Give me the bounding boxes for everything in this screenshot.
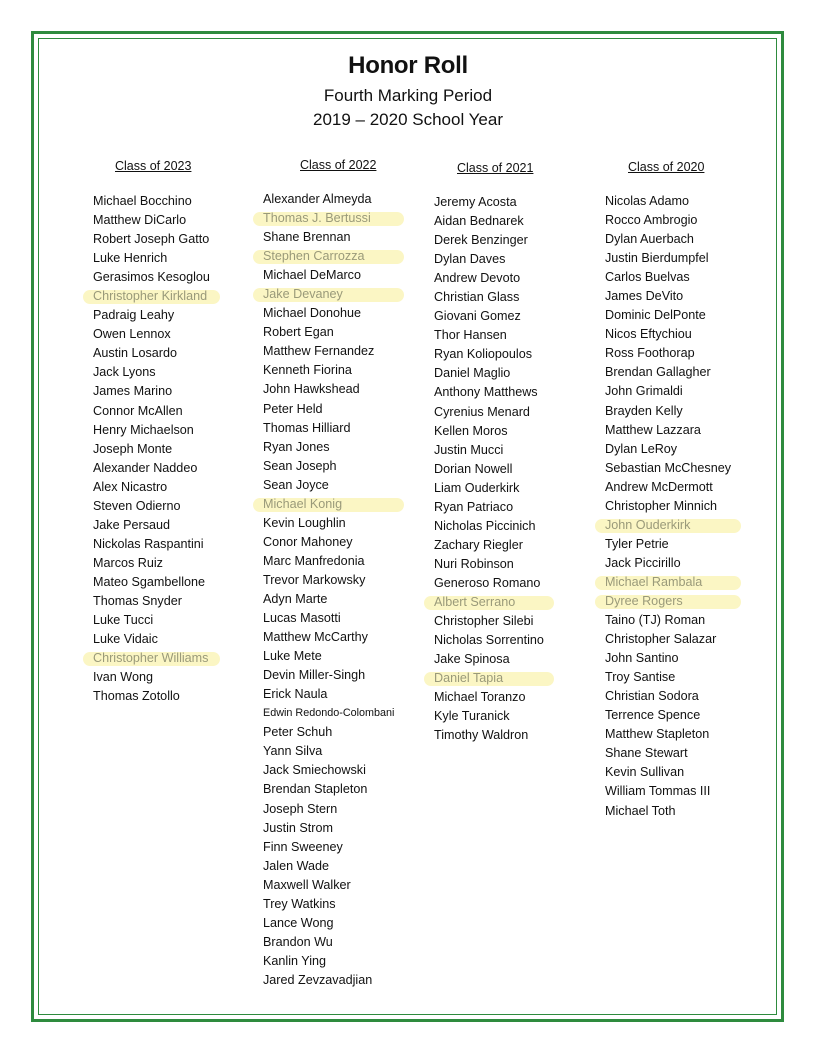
class-2020-heading: Class of 2020 — [628, 160, 705, 174]
student-name — [263, 571, 394, 590]
class-2021-list — [434, 193, 544, 745]
student-name — [263, 438, 394, 457]
student-name — [93, 535, 210, 554]
student-name-text: Carlos Buelvas — [605, 270, 690, 285]
marking-period: Fourth Marking Period — [323, 86, 493, 105]
student-name — [434, 669, 544, 688]
student-name-text: Kevin Sullivan — [605, 765, 685, 780]
student-name-text: Peter Schuh — [263, 725, 333, 740]
student-name-text: Alexander Almeyda — [263, 192, 372, 206]
student-name — [605, 287, 731, 306]
student-name-text: Christopher Minnich — [605, 498, 717, 513]
student-name — [93, 649, 210, 668]
student-name-text: Shane Brennan — [263, 230, 351, 245]
student-name-text: Brendan Gallagher — [605, 365, 711, 380]
student-name — [263, 819, 394, 838]
student-name — [263, 857, 394, 876]
student-name — [263, 228, 394, 247]
student-name — [605, 268, 731, 287]
student-name-text: John Ouderkirk — [605, 517, 691, 532]
student-name-text: Troy Santise — [605, 670, 676, 685]
student-name — [263, 742, 394, 761]
student-name-text: Cyrenius Menard — [434, 404, 530, 419]
student-name-text: Conor Mahoney — [263, 534, 353, 549]
student-name-text: Nickolas Raspantini — [93, 536, 204, 551]
student-name-text: Michael Rambala — [605, 574, 703, 589]
student-name-text: Terrence Spence — [605, 708, 701, 723]
student-name-text: Kellen Moros — [434, 423, 508, 438]
student-name-text: John Grimaldi — [605, 384, 683, 399]
student-name — [263, 761, 394, 780]
student-name — [93, 268, 210, 287]
student-name-text: Jeremy Acosta — [434, 195, 517, 209]
student-name-text: Alexander Naddeo — [93, 460, 198, 475]
student-name — [93, 325, 210, 344]
student-name-text: Giovani Gomez — [434, 309, 521, 324]
student-name — [434, 612, 544, 631]
student-name-text: Dorian Nowell — [434, 461, 513, 476]
student-name — [434, 460, 544, 479]
class-2020-list — [605, 192, 731, 821]
student-name-text: Thomas Zotollo — [93, 689, 180, 704]
student-name — [93, 687, 210, 706]
student-name — [93, 421, 210, 440]
student-name — [263, 895, 394, 914]
student-name — [605, 440, 731, 459]
student-name-text: Justin Strom — [263, 820, 333, 835]
student-name — [263, 266, 394, 285]
student-name — [434, 231, 544, 250]
student-name — [434, 403, 544, 422]
student-name — [263, 514, 394, 533]
student-name-text: Rocco Ambrogio — [605, 213, 698, 228]
student-name-text: Christopher Williams — [93, 651, 209, 666]
student-name — [93, 630, 210, 649]
student-name-text: Ryan Koliopoulos — [434, 347, 533, 362]
student-name-text: Matthew Stapleton — [605, 727, 710, 742]
student-name — [605, 325, 731, 344]
student-name — [434, 631, 544, 650]
student-name-text: Kanlin Ying — [263, 953, 327, 968]
student-name — [93, 478, 210, 497]
student-name — [605, 421, 731, 440]
student-name — [605, 211, 731, 230]
student-name — [434, 498, 544, 517]
student-name-text: Dylan LeRoy — [605, 441, 678, 456]
student-name — [93, 287, 210, 306]
student-name — [93, 363, 210, 382]
student-name — [93, 402, 210, 421]
student-name-text: Luke Henrich — [93, 251, 168, 266]
student-name — [605, 573, 731, 592]
student-name — [605, 306, 731, 325]
student-name — [263, 247, 394, 266]
student-name — [263, 476, 394, 495]
student-name-text: Michael DeMarco — [263, 268, 361, 283]
student-name — [263, 209, 394, 228]
student-name-text: Marcos Ruiz — [93, 555, 163, 570]
student-name-text: Dylan Daves — [434, 252, 506, 267]
student-name-text: Matthew DiCarlo — [93, 213, 187, 228]
student-name — [263, 704, 394, 723]
student-name — [263, 361, 394, 380]
student-name-text: Adyn Marte — [263, 591, 328, 606]
student-name-text: Christian Glass — [434, 290, 520, 305]
student-name-text: Alex Nicastro — [93, 479, 168, 494]
student-name-text: Nicolas Adamo — [605, 194, 689, 208]
student-name-text: Michael Bocchino — [93, 194, 192, 208]
student-name — [434, 574, 544, 593]
student-name — [434, 479, 544, 498]
student-name — [605, 497, 731, 516]
student-name — [263, 323, 394, 342]
student-name-text: Kenneth Fiorina — [263, 363, 352, 378]
student-name — [605, 402, 731, 421]
student-name-text: Aidan Bednarek — [434, 214, 524, 229]
student-name-text: Albert Serrano — [434, 594, 516, 609]
student-name — [93, 382, 210, 401]
student-name — [434, 307, 544, 326]
student-name — [263, 838, 394, 857]
student-name — [93, 344, 210, 363]
student-name-text: Michael Donohue — [263, 306, 362, 321]
student-name — [93, 459, 210, 478]
student-name-text: Michael Toth — [605, 803, 676, 818]
student-name — [605, 382, 731, 401]
student-name-text: Justin Bierdumpfel — [605, 251, 709, 266]
student-name-text: Trey Watkins — [263, 896, 336, 911]
student-name — [434, 517, 544, 536]
student-name-text: Dylan Auerbach — [605, 232, 694, 247]
student-name-text: Henry Michaelson — [93, 422, 194, 437]
student-name-text: Robert Egan — [263, 325, 334, 340]
student-name — [605, 649, 731, 668]
student-name-text: Sean Joseph — [263, 458, 337, 473]
student-name — [605, 744, 731, 763]
student-name-text: Thomas J. Bertussi — [263, 211, 371, 226]
student-name-text: Mateo Sgambellone — [93, 574, 206, 589]
student-name — [434, 288, 544, 307]
student-name-text: Nuri Robinson — [434, 556, 514, 571]
student-name-text: Luke Vidaic — [93, 632, 158, 647]
student-name-text: Taino (TJ) Roman — [605, 613, 706, 628]
student-name-text: Jack Lyons — [93, 365, 156, 380]
student-name-text: Ryan Patriaco — [434, 499, 514, 514]
student-name-text: Christopher Kirkland — [93, 289, 208, 304]
student-name — [263, 647, 394, 666]
student-name-text: Thor Hansen — [434, 328, 507, 343]
student-name — [263, 590, 394, 609]
student-name-text: Joseph Monte — [93, 441, 173, 456]
student-name-text: Matthew Fernandez — [263, 344, 375, 359]
student-name-text: Christopher Salazar — [605, 632, 717, 647]
student-name — [434, 326, 544, 345]
student-name-text: Finn Sweeney — [263, 839, 343, 854]
student-name-text: Nicholas Sorrentino — [434, 633, 544, 648]
student-name — [263, 628, 394, 647]
student-name-text: Jack Smiechowski — [263, 763, 366, 778]
student-name-text: Owen Lennox — [93, 327, 171, 342]
student-name-text: Devin Miller-Singh — [263, 668, 366, 683]
student-name-text: Luke Tucci — [93, 613, 154, 628]
student-name-text: Ryan Jones — [263, 439, 330, 454]
student-name — [605, 478, 731, 497]
student-name-text: Justin Mucci — [434, 442, 504, 457]
student-name-text: Nicos Eftychiou — [605, 327, 692, 342]
student-name-text: Kyle Turanick — [434, 709, 510, 724]
student-name — [263, 609, 394, 628]
school-year: 2019 – 2020 School Year — [312, 110, 503, 129]
student-name — [263, 876, 394, 895]
student-name — [605, 802, 731, 821]
student-name — [263, 495, 394, 514]
student-name — [263, 552, 394, 571]
student-name-text: Dyree Rogers — [605, 593, 683, 608]
student-name — [434, 345, 544, 364]
student-name — [434, 707, 544, 726]
student-name — [434, 536, 544, 555]
student-name-text: Steven Odierno — [93, 498, 181, 513]
class-2023-list — [93, 192, 210, 706]
student-name — [263, 800, 394, 819]
student-name-text: Andrew McDermott — [605, 479, 713, 494]
student-name-text: Connor McAllen — [93, 403, 183, 418]
student-name — [605, 687, 731, 706]
student-name-text: Gerasimos Kesoglou — [93, 270, 210, 285]
student-name — [605, 630, 731, 649]
student-name-text: Austin Losardo — [93, 346, 178, 361]
student-name — [263, 971, 394, 990]
student-name — [93, 211, 210, 230]
student-name-text: Thomas Hilliard — [263, 420, 351, 435]
student-name-text: Joseph Stern — [263, 801, 338, 816]
student-name — [263, 952, 394, 971]
student-name-text: Matthew Lazzara — [605, 422, 701, 437]
student-name-text: Thomas Snyder — [93, 593, 182, 608]
student-name-text: Brandon Wu — [263, 934, 333, 949]
student-name — [605, 668, 731, 687]
student-name — [605, 230, 731, 249]
student-name-text: Derek Benzinger — [434, 233, 528, 248]
student-name-text: Liam Ouderkirk — [434, 480, 520, 495]
student-name — [263, 933, 394, 952]
student-name-text: Daniel Maglio — [434, 366, 511, 381]
student-name — [263, 342, 394, 361]
student-name — [434, 555, 544, 574]
student-name-text: Stephen Carrozza — [263, 249, 365, 264]
student-name-text: Sebastian McChesney — [605, 460, 732, 475]
student-name — [434, 250, 544, 269]
student-name — [263, 285, 394, 304]
student-name-text: Lance Wong — [263, 915, 334, 930]
student-name — [263, 666, 394, 685]
student-name — [434, 441, 544, 460]
student-name-text: Sean Joyce — [263, 477, 329, 492]
student-name-text: Anthony Matthews — [434, 385, 538, 400]
student-name-text: Matthew McCarthy — [263, 630, 368, 645]
student-name-text: Christian Sodora — [605, 689, 699, 704]
student-name-text: Nicholas Piccinich — [434, 518, 536, 533]
student-name — [263, 685, 394, 704]
student-name — [263, 723, 394, 742]
student-name-text: Brendan Stapleton — [263, 782, 368, 797]
student-name — [263, 457, 394, 476]
class-2023-heading: Class of 2023 — [115, 159, 192, 173]
student-name — [605, 344, 731, 363]
student-name-text: Edwin Redondo-Colombani — [263, 707, 395, 720]
student-name — [605, 763, 731, 782]
student-name — [605, 725, 731, 744]
student-name-text: Andrew Devoto — [434, 271, 521, 286]
student-name-text: Jared Zevzavadjian — [263, 972, 373, 987]
class-2022-list — [263, 190, 394, 990]
student-name-text: Padraig Leahy — [93, 308, 175, 323]
student-name — [605, 459, 731, 478]
student-name — [605, 592, 731, 611]
student-name — [434, 212, 544, 231]
student-name-text: Dominic DelPonte — [605, 308, 706, 323]
student-name — [434, 593, 544, 612]
student-name-text: John Santino — [605, 651, 679, 666]
student-name-text: Jake Persaud — [93, 517, 171, 532]
student-name — [93, 611, 210, 630]
student-name-text: Timothy Waldron — [434, 728, 529, 743]
student-name — [93, 516, 210, 535]
student-name — [93, 554, 210, 573]
student-name — [434, 383, 544, 402]
student-name — [605, 249, 731, 268]
class-2021-heading: Class of 2021 — [457, 161, 534, 175]
student-name — [93, 592, 210, 611]
student-name-text: Generoso Romano — [434, 575, 541, 590]
student-name — [93, 192, 210, 211]
student-name-text: Michael Konig — [263, 496, 343, 511]
student-name-text: Michael Toranzo — [434, 690, 526, 705]
student-name-text: Kevin Loughlin — [263, 515, 346, 530]
student-name — [93, 440, 210, 459]
student-name — [605, 611, 731, 630]
student-name — [93, 230, 210, 249]
student-name — [263, 533, 394, 552]
student-name — [263, 419, 394, 438]
student-name — [93, 497, 210, 516]
page-title: Honor Roll — [348, 52, 468, 79]
student-name-text: James DeVito — [605, 289, 684, 304]
student-name-text: Robert Joseph Gatto — [93, 232, 210, 247]
student-name-text: Jake Devaney — [263, 287, 343, 302]
student-name — [93, 306, 210, 325]
student-name-text: John Hawkshead — [263, 382, 360, 397]
student-name-text: Trevor Markowsky — [263, 572, 366, 587]
student-name-text: Maxwell Walker — [263, 877, 351, 892]
student-name — [434, 726, 544, 745]
student-name-text: Jake Spinosa — [434, 652, 510, 667]
student-name-text: William Tommas III — [605, 784, 711, 799]
student-name — [434, 650, 544, 669]
student-name-text: Ivan Wong — [93, 670, 153, 685]
student-name — [93, 249, 210, 268]
student-name — [605, 516, 731, 535]
student-name — [263, 304, 394, 323]
student-name — [434, 422, 544, 441]
student-name — [93, 668, 210, 687]
student-name — [263, 190, 394, 209]
student-name-text: Christopher Silebi — [434, 614, 534, 629]
student-name-text: James Marino — [93, 384, 173, 399]
student-name — [605, 782, 731, 801]
student-name-text: Ross Foothorap — [605, 346, 695, 361]
student-name — [93, 573, 210, 592]
student-name-text: Shane Stewart — [605, 746, 688, 761]
student-name-text: Jack Piccirillo — [605, 555, 681, 570]
student-name-text: Tyler Petrie — [605, 536, 669, 551]
class-2022-heading: Class of 2022 — [300, 158, 377, 172]
student-name — [263, 380, 394, 399]
student-name — [605, 363, 731, 382]
student-name — [434, 269, 544, 288]
student-name-text: Luke Mete — [263, 649, 322, 664]
student-name — [434, 688, 544, 707]
student-name-text: Daniel Tapia — [434, 671, 504, 686]
student-name — [605, 192, 731, 211]
student-name-text: Jalen Wade — [263, 858, 330, 873]
student-name — [263, 914, 394, 933]
student-name — [605, 706, 731, 725]
student-name-text: Peter Held — [263, 401, 323, 416]
student-name-text: Marc Manfredonia — [263, 553, 365, 568]
student-name — [434, 364, 544, 383]
student-name-text: Yann Silva — [263, 744, 323, 759]
student-name — [605, 554, 731, 573]
student-name — [434, 193, 544, 212]
student-name — [263, 400, 394, 419]
student-name — [605, 535, 731, 554]
student-name-text: Lucas Masotti — [263, 611, 341, 626]
student-name-text: Erick Naula — [263, 687, 328, 702]
student-name-text: Zachary Riegler — [434, 537, 523, 552]
student-name — [263, 780, 394, 799]
student-name-text: Brayden Kelly — [605, 403, 683, 418]
